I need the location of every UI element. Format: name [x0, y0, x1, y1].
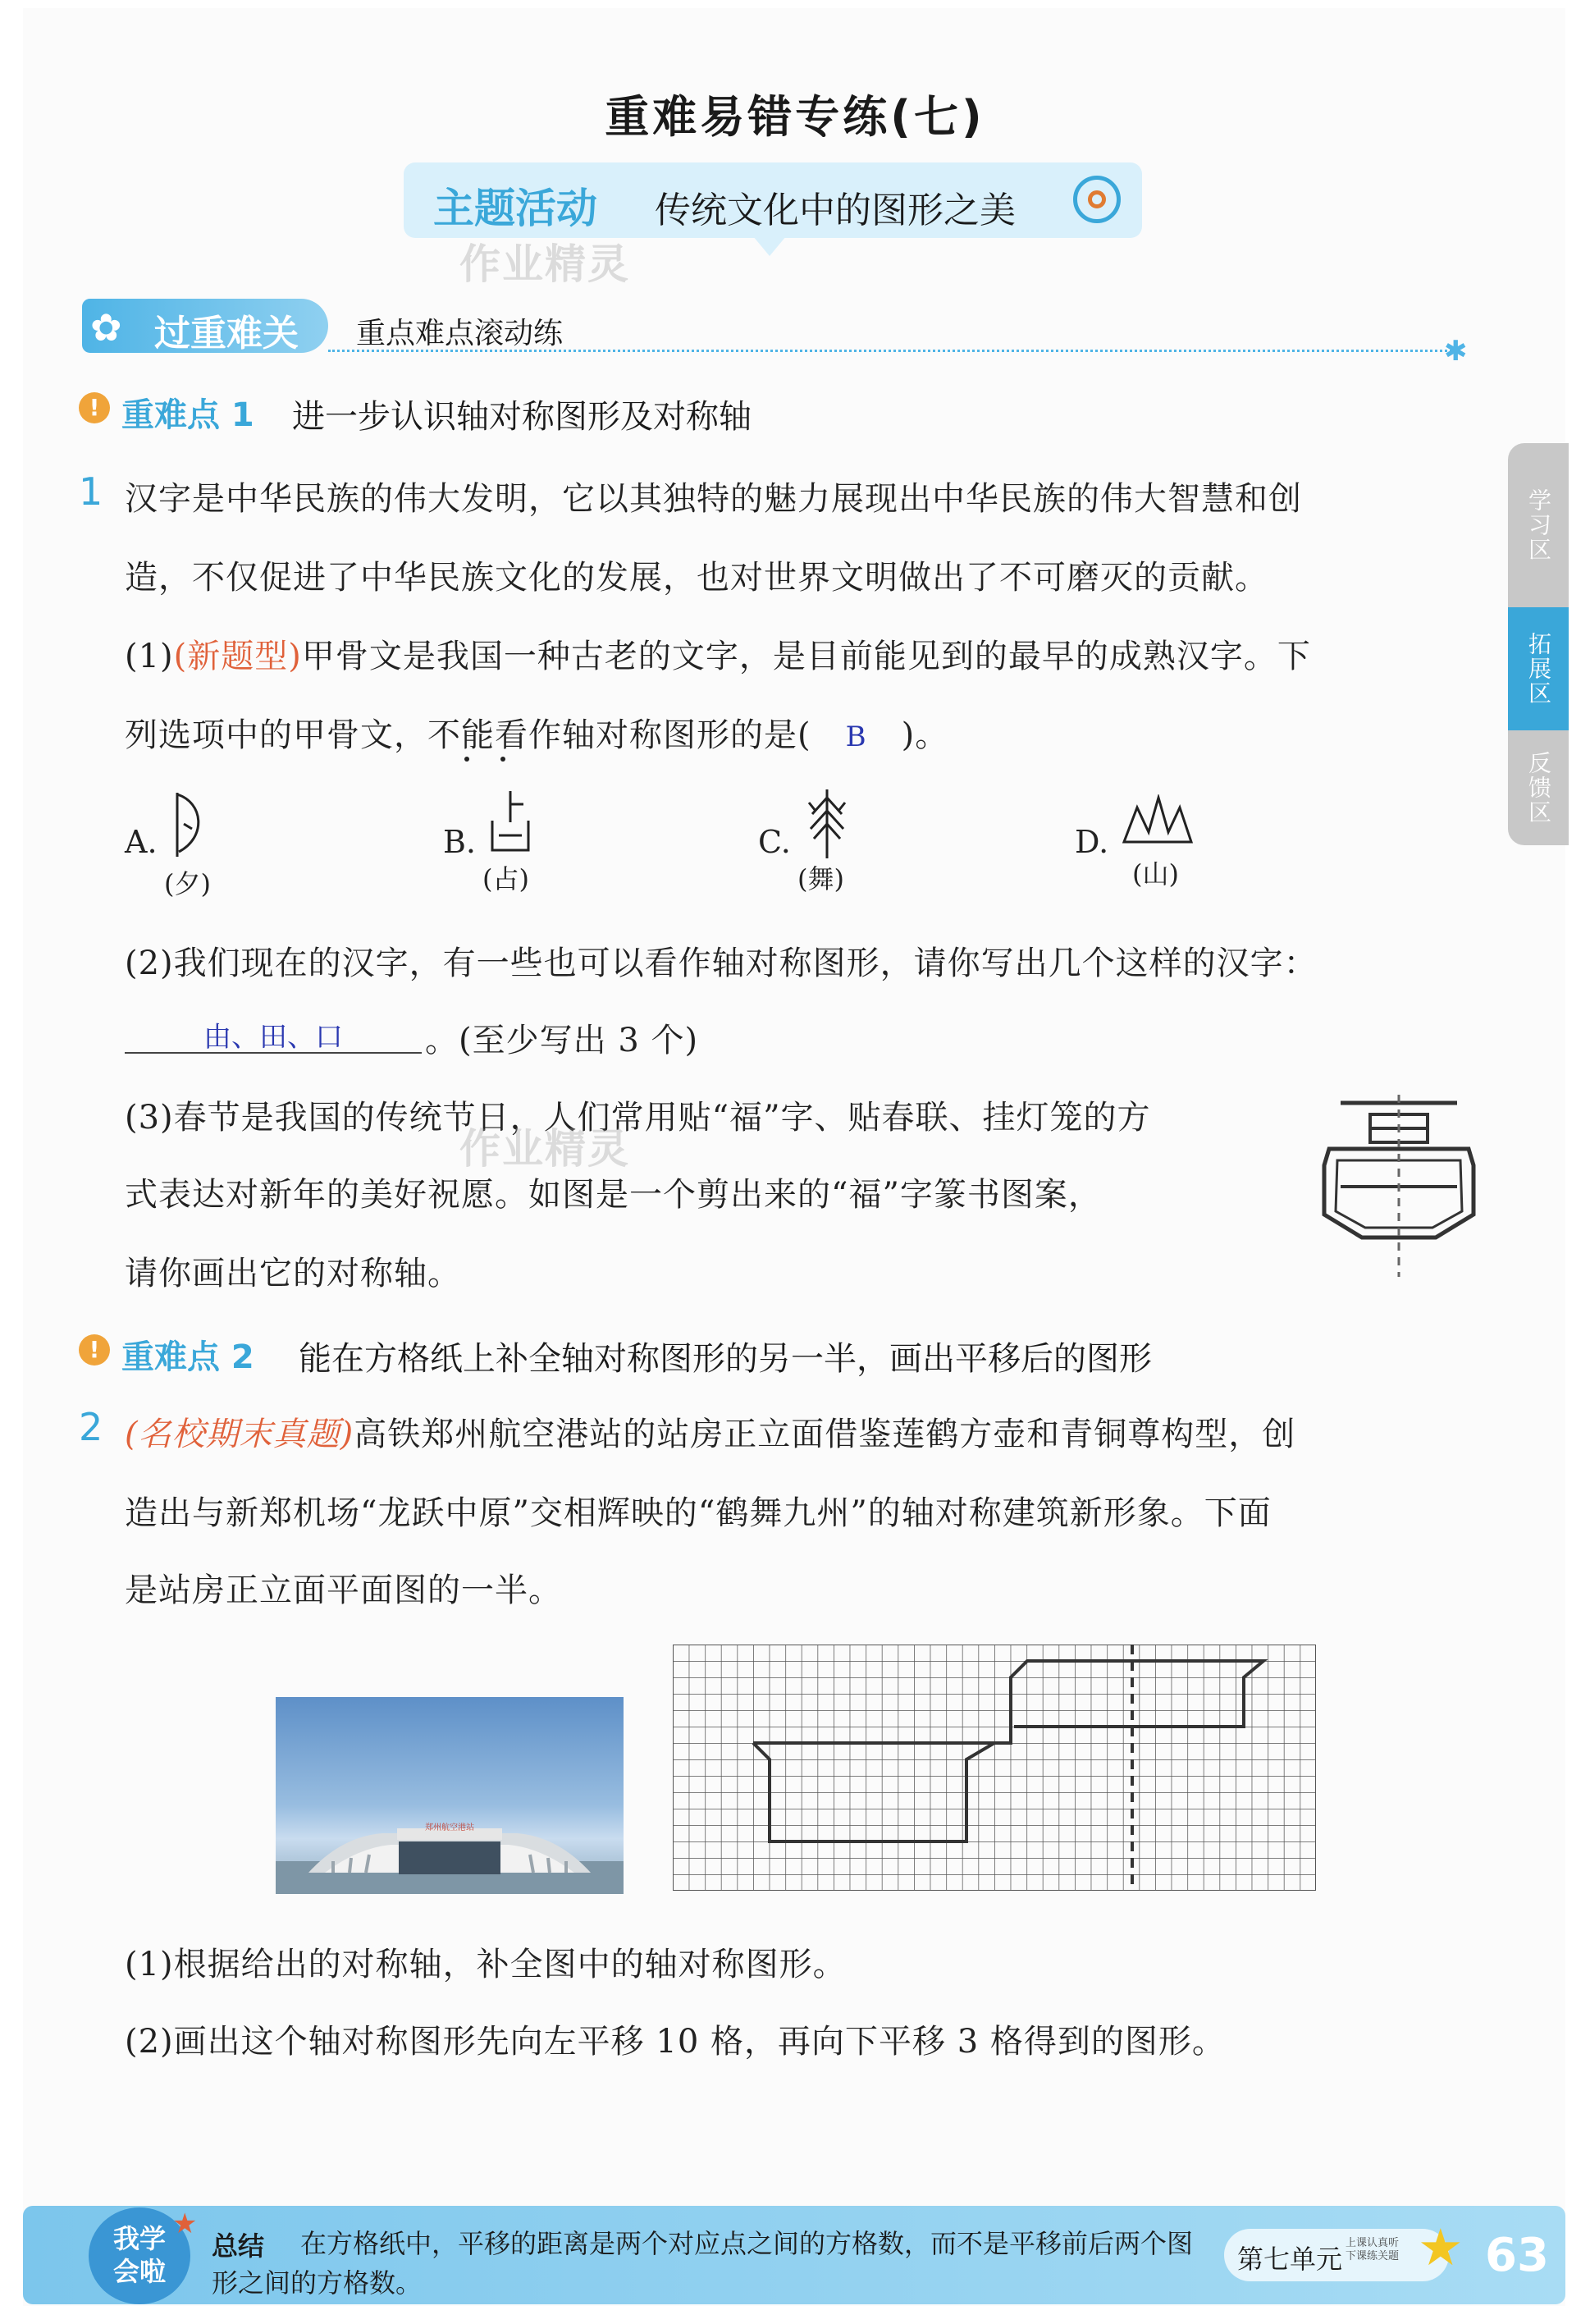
oracle-xi-glyph: [167, 788, 208, 862]
section-subtitle: 重点难点滚动练: [356, 317, 564, 350]
emphasis-dot: [464, 757, 469, 762]
star-icon: ✱: [1444, 335, 1468, 368]
q2-text-line2: 造出与新郑机场“龙跃中原”交相辉映的“鹤舞九州”的轴对称建筑新形象。下面: [125, 1494, 1272, 1532]
q2-text-line3: 是站房正立面平面图的一半。: [125, 1571, 562, 1609]
answer-blank[interactable]: [811, 716, 902, 754]
grid-figure: [673, 1645, 1316, 1891]
option-a-label: A.: [125, 824, 158, 860]
key-point-2-text: 能在方格纸上补全轴对称图形的另一半，画出平移后的图形: [299, 1340, 1152, 1378]
theme-label: 主题活动: [433, 185, 597, 232]
target-icon: [1073, 176, 1121, 223]
q1-part1-line2-c: )。: [901, 716, 949, 754]
q1-part1-answer: B: [845, 721, 867, 753]
footer-badge-line2: 会啦: [112, 2256, 166, 2287]
side-tab-study[interactable]: 学习区: [1508, 443, 1569, 607]
q1-part3-line3: 请你画出它的对称轴。: [125, 1255, 461, 1292]
oracle-wu-glyph: [801, 786, 853, 862]
key-point-icon: !: [79, 392, 110, 423]
q1-part2-line1: (2)我们现在的汉字，有一些也可以看作轴对称图形，请你写出几个这样的汉字：: [125, 945, 1318, 982]
station-photo: [276, 1697, 624, 1894]
q1-part1-line1: [125, 630, 1311, 677]
star-icon: ★: [172, 2207, 198, 2240]
q2-part1: (1)根据给出的对称轴，补全图中的轴对称图形。: [125, 1946, 847, 1983]
emphasis-dot: [500, 757, 505, 762]
q1-part1-prefix: (1): [125, 638, 174, 675]
page-title: 重难易错专练(七): [605, 91, 985, 143]
section-label: 过重难关: [154, 313, 299, 355]
option-c-caption: (舞): [797, 863, 844, 894]
q1-text-line2: 造，不仅促进了中华民族文化的发展，也对世界文明做出了不可磨灭的贡献。: [125, 559, 1268, 597]
watermark: 作业精灵: [459, 240, 630, 288]
option-b-caption: (占): [482, 863, 529, 894]
option-d-caption: (山): [1132, 858, 1179, 890]
key-point-icon: !: [79, 1334, 110, 1366]
mascot-icon: ✿: [90, 305, 122, 350]
footer-summary-text: 在方格纸中，平移的距离是两个对应点之间的方格数，而不是平移前后两个图形之间的方格数。: [212, 2228, 1194, 2299]
fu-seal-figure: [1313, 1091, 1485, 1280]
watermark: 作业精灵: [459, 1125, 630, 1173]
q2-text-line1-content: 高铁郑州航空港站的站房正立面借鉴莲鹤方壶和青铜尊构型，创: [354, 1416, 1296, 1453]
oracle-zhan-glyph: [486, 788, 535, 858]
side-tab-feedback[interactable]: 反馈区: [1508, 730, 1569, 845]
q1-text-line1: 汉字是中华民族的伟大发明，它以其独特的魅力展现出中华民族的伟大智慧和创: [125, 480, 1302, 518]
exam-source-tag: (名校期末真题): [125, 1416, 354, 1453]
unit-label: 第七单元: [1237, 2244, 1343, 2275]
theme-text: 传统文化中的图形之美: [655, 190, 1016, 231]
q2-text-line1: [125, 1408, 1295, 1455]
question-1-number: 1: [79, 469, 103, 514]
q1-part2-line2: 。(至少写出 3 个): [425, 1022, 699, 1059]
q1-part3-line1: (3)春节是我国的传统节日，人们常用贴“福”字、贴春联、挂灯笼的方: [125, 1099, 1151, 1137]
footer-badge-line1: 我学: [112, 2223, 166, 2254]
unit-motto: [1346, 2237, 1399, 2263]
q1-part3-line2: 式表达对新年的美好祝愿。如图是一个剪出来的“福”字篆书图案，: [125, 1176, 1102, 1214]
q1-part1-text: 甲骨文是我国一种古老的文字，是目前能见到的最早的成熟汉字。下: [301, 638, 1311, 675]
option-b-label: B.: [443, 824, 477, 860]
key-point-2-label: 重难点 2: [121, 1338, 254, 1376]
new-type-tag: (新题型): [173, 638, 302, 675]
section-divider: [328, 350, 1452, 352]
key-point-1-label: 重难点 1: [121, 396, 254, 434]
unit-motto-line1: 上课认真听: [1346, 2237, 1400, 2249]
footer-summary-label: 总结: [212, 2230, 265, 2262]
unit-motto-line2: 下课练关题: [1346, 2250, 1400, 2262]
oracle-shan-glyph: [1121, 794, 1195, 847]
question-2-number: 2: [79, 1405, 103, 1449]
q1-part1-line2-a: 列选项中的甲骨文，: [125, 716, 427, 754]
theme-banner-pointer: [753, 236, 786, 256]
q2-part2: (2)画出这个轴对称图形先向左平移 10 格，再向下平移 3 格得到的图形。: [125, 2023, 1226, 2061]
station-sign: 郑州航空港站: [425, 1823, 474, 1832]
option-d-label: D.: [1075, 824, 1109, 860]
star-mascot-icon: ★: [1418, 2217, 1464, 2277]
answer-blank[interactable]: [125, 1014, 422, 1054]
q1-part2-answer: 由、田、口: [203, 1021, 343, 1054]
station-building: [276, 1697, 624, 1894]
page-number: 63: [1485, 2229, 1549, 2282]
option-a-caption: (夕): [164, 868, 211, 899]
side-tab-extend[interactable]: 拓展区: [1508, 607, 1569, 730]
option-c-label: C.: [758, 824, 791, 860]
key-point-1-text: 进一步认识轴对称图形及对称轴: [292, 398, 752, 436]
q1-part1-line2: [125, 709, 948, 756]
emphasis-text: 不能: [427, 716, 495, 754]
q1-part1-line2-b: 看作轴对称图形的是(: [495, 716, 811, 754]
